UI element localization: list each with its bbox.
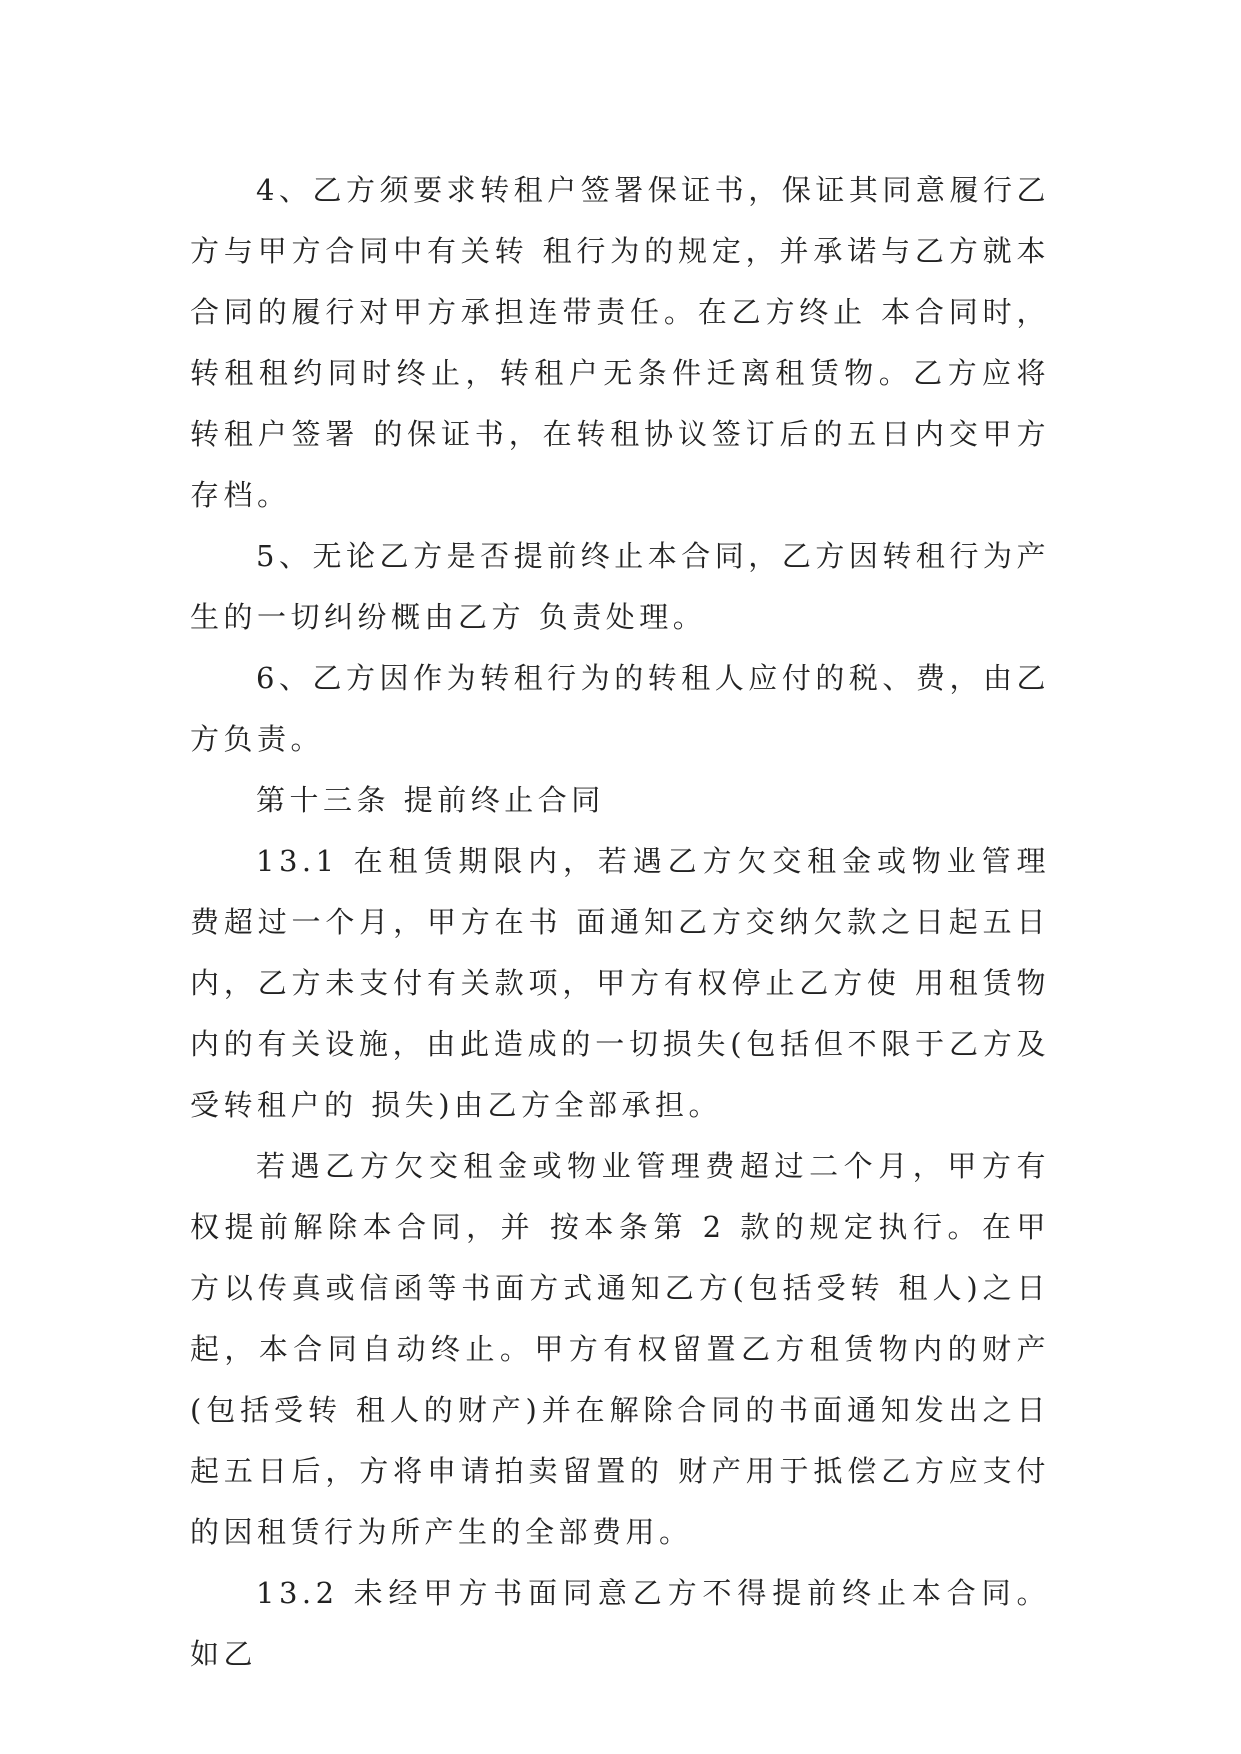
clause-13-1-continued-paragraph: 若遇乙方欠交租金或物业管理费超过二个月，甲方有权提前解除本合同，并 按本条第 2 款的规定执行。在甲方以传真或信函等书面方式通知乙方(包括受转 租人)之日起，本合同自动终止。甲方有权留置乙方租赁物内的财产(包括受转 租人的财产)并在解除合同的书面通知发出之日起五日后，方将申请拍卖留置的 财产用于抵偿乙方应支付的因租赁行为所产生的全部费用。 xyxy=(190,1149,1050,1549)
clause-13-1-paragraph: 13.1 在租赁期限内，若遇乙方欠交租金或物业管理费超过一个月，甲方在书 面通知乙方交纳欠款之日起五日内，乙方未支付有关款项，甲方有权停止乙方使 用租赁物内的有关设施，由此造成的一切损失(包括但不限于乙方及受转租户的 损失)由乙方全部承担。 xyxy=(190,844,1050,1122)
clause-6-paragraph: 6、乙方因作为转租行为的转租人应付的税、费，由乙方负责。 xyxy=(190,661,1050,756)
clause-5-paragraph: 5、无论乙方是否提前终止本合同，乙方因转租行为产生的一切纠纷概由乙方 负责处理。 xyxy=(190,539,1050,634)
document-body xyxy=(190,160,1050,1685)
article-13-heading: 第十三条 提前终止合同 xyxy=(256,783,605,817)
clause-13-2-paragraph: 13.2 未经甲方书面同意乙方不得提前终止本合同。如乙 xyxy=(190,1576,1050,1671)
clause-4-paragraph: 4、乙方须要求转租户签署保证书，保证其同意履行乙方与甲方合同中有关转 租行为的规定，并承诺与乙方就本合同的履行对甲方承担连带责任。在乙方终止 本合同时，转租租约同时终止，转租户无条件迁离租赁物。乙方应将转租户签署 的保证书，在转租协议签订后的五日内交甲方存档。 xyxy=(190,173,1050,512)
